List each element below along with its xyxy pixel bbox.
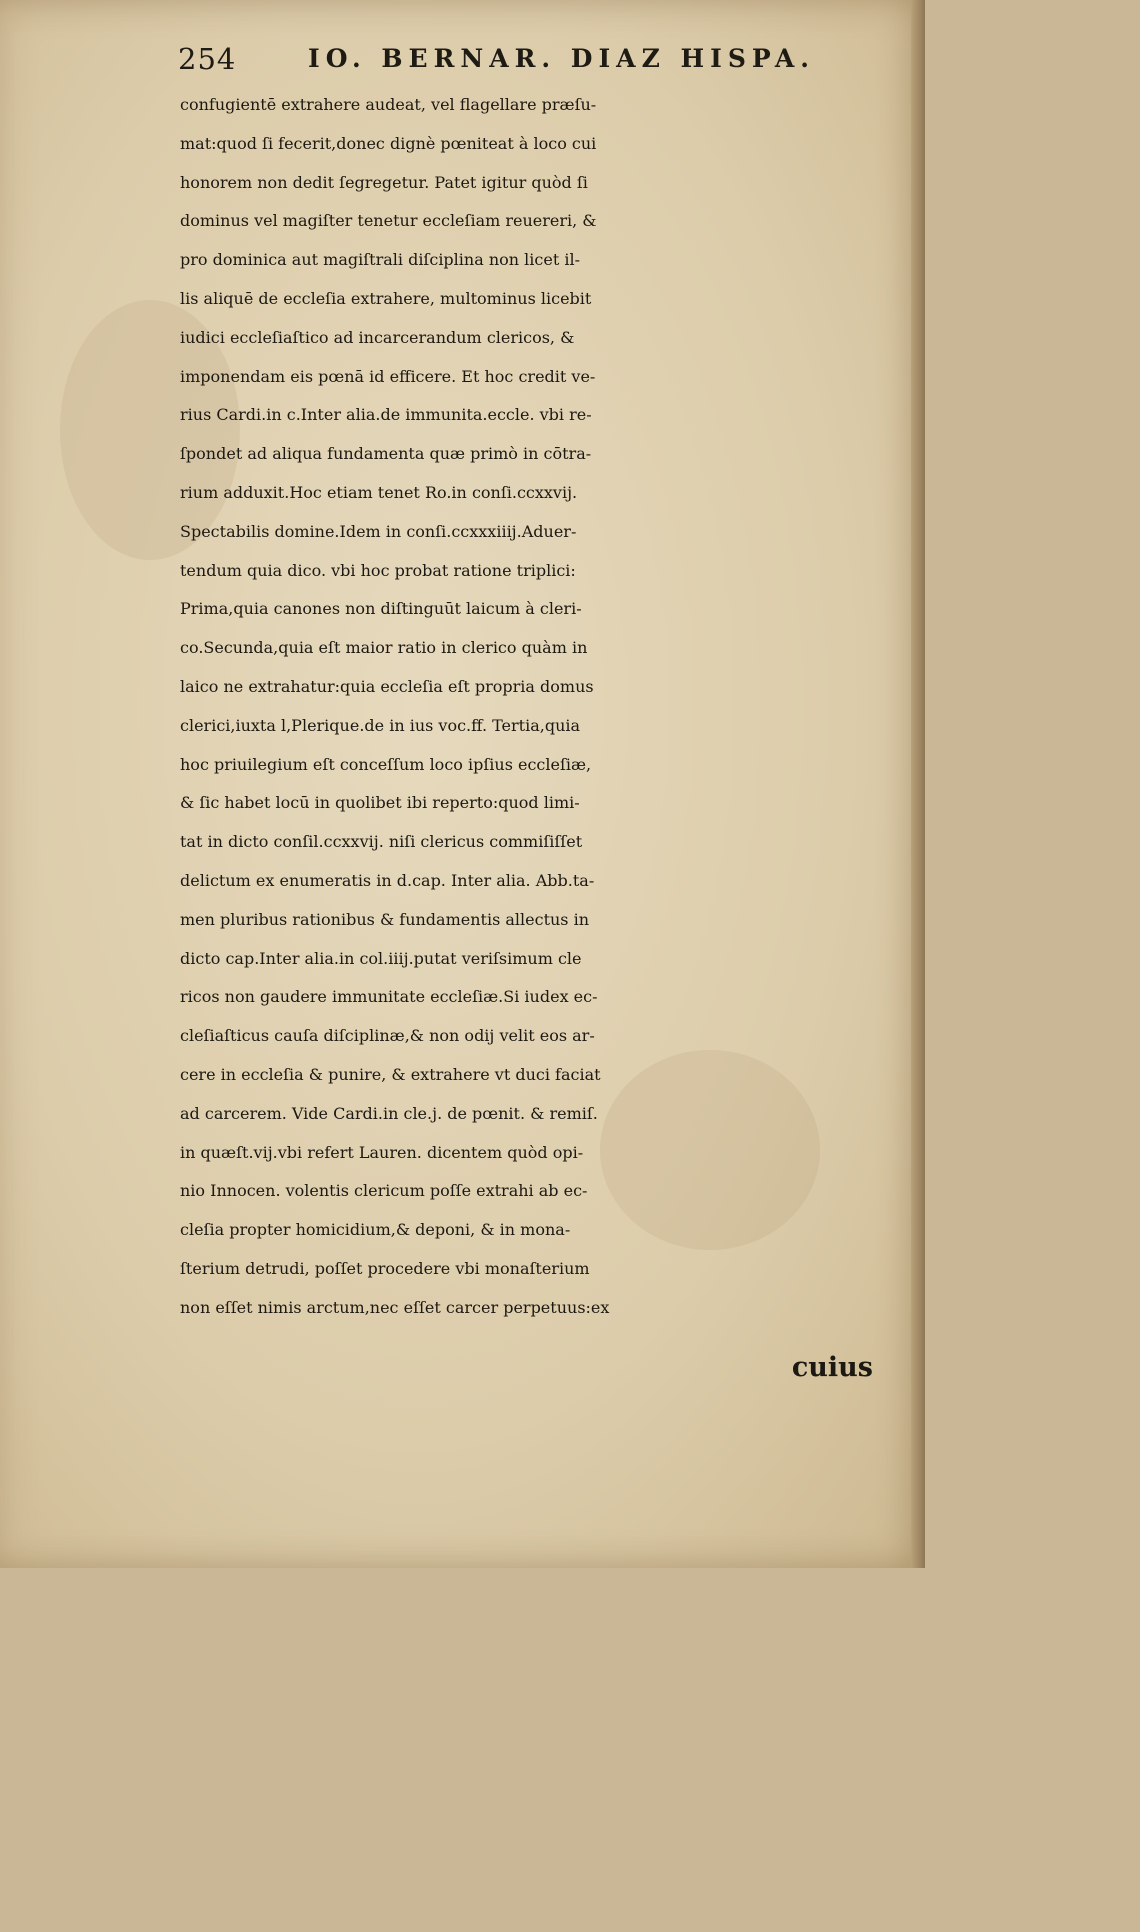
text-line: laico ne extrahatur:quia eccleſia eſt propria domus (180, 676, 594, 696)
text-line: & ſic habet locū in quolibet ibi reperto:quod limi- (180, 793, 580, 813)
text-line: cleſiaſticus cauſa diſciplinæ,& non odij velit eos ar- (180, 1026, 595, 1046)
text-line: cere in eccleſia & punire, & extrahere vt duci faciat (180, 1064, 601, 1084)
text-line: ricos non gaudere immunitate eccleſiæ.Si iudex ec- (180, 987, 598, 1007)
text-line: Prima,quia canones non diſtinguūt laicum à cleri- (180, 599, 582, 619)
text-line: honorem non dedit ſegregetur. Patet igitur quòd ſi (180, 172, 588, 192)
folio-number: 254 (178, 42, 237, 76)
text-line: ſpondet ad aliqua fundamenta quæ primò in cōtra- (180, 444, 592, 464)
catchword: cuius (791, 1352, 873, 1383)
text-line: men pluribus rationibus & fundamentis allectus in (180, 909, 590, 929)
text-line: co.Secunda,quia eſt maior ratio in clerico quàm in (180, 638, 588, 658)
text-line: non eſſet nimis arctum,nec eſſet carcer perpetuus:ex (180, 1297, 610, 1317)
text-line: ſterium detrudi, poſſet procedere vbi monaſterium (180, 1258, 590, 1278)
text-line: ad carcerem. Vide Cardi.in cle.j. de pœnit. & remiſ. (180, 1103, 598, 1123)
running-title: IO. BERNAR. DIAZ HISPA. (308, 44, 815, 73)
text-line: lis aliquē de eccleſia extrahere, multominus licebit (180, 288, 592, 308)
text-line: nio Innocen. volentis clericum poſſe extrahi ab ec- (180, 1181, 588, 1201)
text-line: rius Cardi.in c.Inter alia.de immunita.eccle. vbi re- (180, 405, 592, 425)
text-line: hoc priuilegium eſt conceſſum loco ipſius eccleſiæ, (180, 754, 592, 774)
text-line: Spectabilis domine.Idem in conſi.ccxxxiiij.Aduer- (180, 521, 577, 541)
page-edge (911, 0, 925, 1568)
text-line: pro dominica aut magiſtrali diſciplina non licet il- (180, 250, 580, 270)
text-line: dominus vel magiſter tenetur eccleſiam reuereri, & (180, 211, 597, 231)
text-line: iudici eccleſiaſtico ad incarcerandum clericos, & (180, 327, 575, 347)
text-line: dicto cap.Inter alia.in col.iiij.putat veriſsimum cle (180, 948, 582, 968)
text-line: cleſia propter homicidium,& deponi, & in mona- (180, 1220, 571, 1240)
text-line: tendum quia dico. vbi hoc probat ratione triplici: (180, 560, 576, 580)
text-line: in quæſt.vij.vbi refert Lauren. dicentem quòd opi- (180, 1142, 584, 1162)
page-header (178, 42, 828, 78)
text-block (180, 86, 900, 1328)
text-line: mat:quod ſi fecerit,donec dignè pœniteat à loco cui (180, 133, 597, 153)
text-line: imponendam eis pœnā id efficere. Et hoc credit ve- (180, 366, 596, 386)
text-line: confugientē extrahere audeat, vel flagellare præſu- (180, 95, 597, 114)
text-line: rium adduxit.Hoc etiam tenet Ro.in conſi.ccxxvij. (180, 482, 578, 502)
text-line: delictum ex enumeratis in d.cap. Inter alia. Abb.ta- (180, 870, 595, 890)
text-line: tat in dicto conſil.ccxxvij. niſi clericus commiſiſſet (180, 832, 583, 852)
text-line: clerici,iuxta l,Plerique.de in ius voc.ff. Tertia,quia (180, 715, 581, 735)
